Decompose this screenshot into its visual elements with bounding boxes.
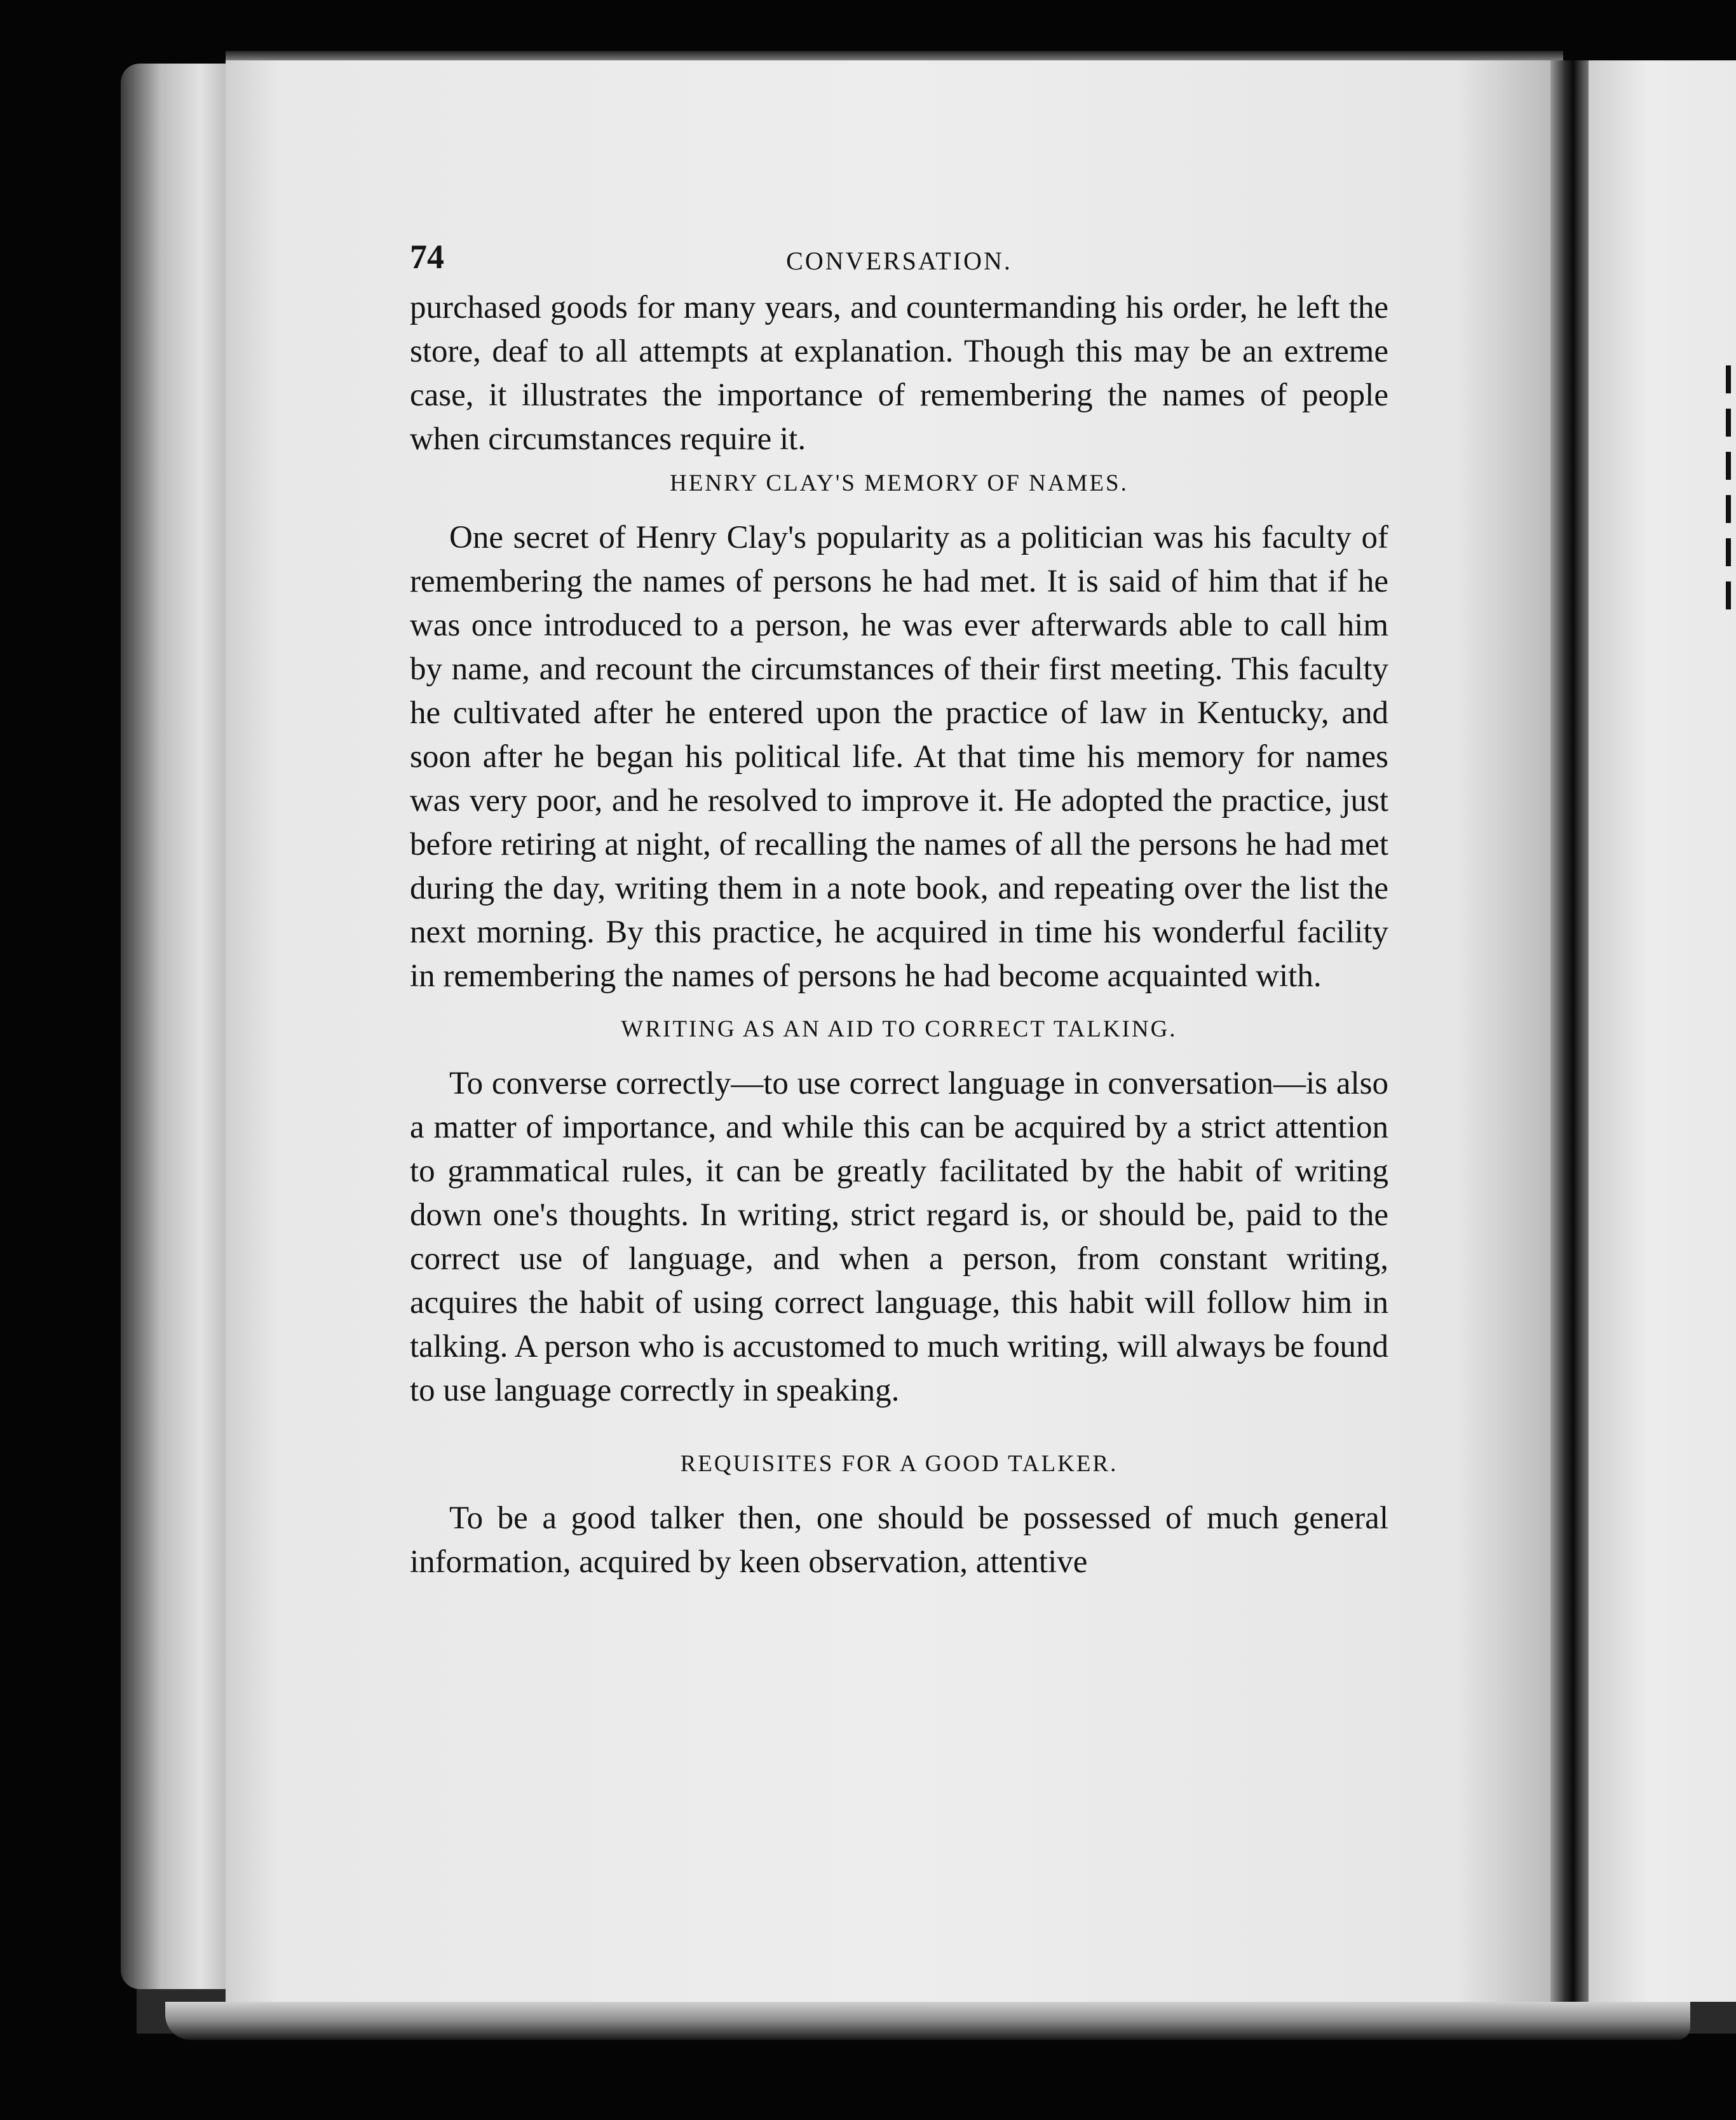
book-bottom-edge (165, 2002, 1690, 2040)
section-text-henry-clay: One secret of Henry Clay's popularity as a politician was his faculty of remembering the names of persons he had met. It is said of him that if he was once introduced to a person, he was ever afterwards able to call him by name, and recount the circumstances of their first meeting. This faculty he cultivated after he entered upon the practice of law in Kentucky, and soon after he began his political life. At that time his memory for names was very poor, and he resolved to improve it. He adopted the practice, just before retiring at night, of recalling the names of all the persons he had met during the day, writing them in a note book, and repeating over the list the next morning. By this practice, he acquired in time his wonderful facility in remembering the names of persons he had become acquainted with. (410, 520, 1388, 994)
book-gutter (1550, 60, 1589, 2002)
page-number: 74 (410, 238, 444, 276)
facing-page-text-fragments (1726, 365, 1733, 696)
section-text-writing-aid: To converse correctly—to use correct language in conversation—is also a matter of importance, and while this can be acquired by a strict attention to grammatical rules, it can be greatly facilitated by the habit of writing down one's thoughts. In writing, strict regard is, or should be, paid to the correct use of language, and when a person, from constant writing, acquires the habit of using correct language, this habit will follow him in talking. A person who is accustomed to much writing, will always be found to use language correctly in speaking. (410, 1066, 1388, 1408)
running-head (410, 235, 1388, 286)
section-heading-writing-aid: WRITING AS AN AID TO CORRECT TALKING. (621, 1016, 1177, 1042)
section-heading-good-talker: REQUISITES FOR A GOOD TALKER. (680, 1451, 1118, 1477)
opening-paragraph: purchased goods for many years, and countermanding his order, he left the store, deaf to all attempts at explanation. Though this may be an extreme case, it illustrates the importance of remembering the names of people when circumstances require it. (410, 290, 1388, 457)
running-title: CONVERSATION. (786, 247, 1012, 275)
section-text-good-talker: To be a good talker then, one should be possessed of much general information, acquired by keen observation, attentive (410, 1500, 1388, 1580)
facing-page (1589, 60, 1736, 2002)
page-text-block (410, 235, 1388, 1584)
section-heading-henry-clay: HENRY CLAY'S MEMORY OF NAMES. (670, 470, 1129, 496)
